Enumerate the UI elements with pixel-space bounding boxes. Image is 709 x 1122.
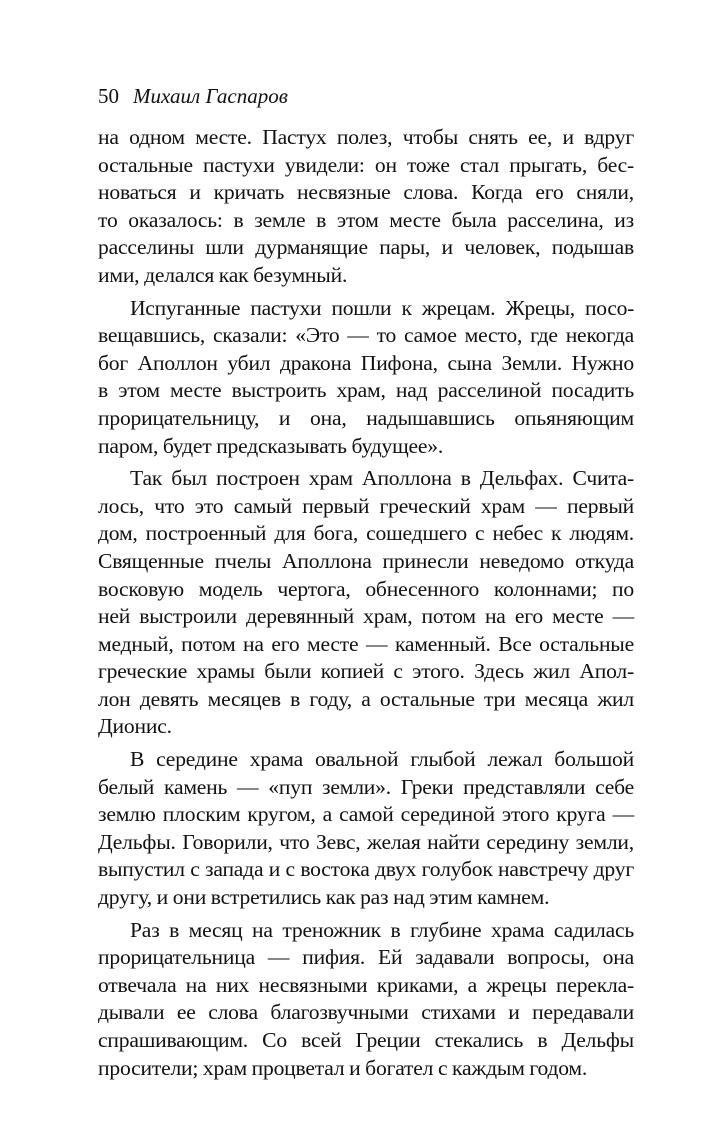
text-line: новаться и кричать несвязные слова. Когда его сняли,: [98, 180, 634, 205]
text-line: на одном месте. Пастух полез, чтобы снять ее, и вдруг: [98, 125, 634, 149]
text-line: другу, и они встретились как раз над этим камнем.: [98, 885, 550, 910]
text-line: прорицательница — пифия. Ей задавали вопросы, она: [98, 945, 634, 970]
paragraph-1: [98, 124, 634, 290]
paragraph-5: [98, 917, 634, 1083]
text-line: дывали ее слова благозвучными стихами и передавали: [98, 1000, 634, 1025]
text-line: Священные пчелы Аполлона принесли неведомо откуда: [98, 548, 634, 573]
text-line: бог Аполлон убил дракона Пифона, сына Земли. Нужно: [98, 350, 634, 375]
book-page: [98, 82, 634, 1087]
text-line: Дионис.: [98, 714, 172, 739]
paragraph-4: [98, 746, 634, 912]
body-text: [98, 124, 634, 1082]
text-line: просители; храм процветал и богател с каждым годом.: [98, 1055, 588, 1080]
text-line: ими, делался как безумный.: [98, 262, 348, 287]
text-line: лось, что это самый первый греческий храм — первый: [98, 493, 634, 518]
text-line: выпустил с запада и с востока двух голубок навстречу друг: [98, 857, 634, 882]
text-line: в этом месте выстроить храм, над расселиной посадить: [98, 378, 634, 403]
text-line: Испуганные пастухи пошли к жрецам. Жрецы, посо-: [130, 295, 634, 320]
text-line: отвечала на них несвязными криками, а жрецы перекла-: [98, 972, 634, 997]
text-line: дом, построенный для бога, сошедшего с небес к людям.: [98, 521, 634, 546]
text-line: то оказалось: в земле в этом месте была расселина, из: [98, 207, 634, 232]
running-head: [98, 82, 634, 110]
text-line: остальные пастухи увидели: он тоже стал прыгать, бес-: [98, 152, 634, 177]
text-line: Дельфы. Говорили, что Зевс, желая найти середину земли,: [98, 829, 634, 854]
text-line: восковую модель чертога, обнесенного колоннами; по: [98, 576, 634, 601]
text-line: прорицательницу, и она, надышавшись опьяняющим: [98, 405, 634, 430]
page-number: 50: [98, 84, 119, 108]
text-line: землю плоским кругом, а самой серединой этого круга —: [98, 802, 634, 827]
text-line: греческие храмы были копией с этого. Здесь жил Апол-: [98, 659, 634, 684]
text-line: ней выстроили деревянный храм, потом на его месте —: [98, 604, 634, 629]
text-line: медный, потом на его месте — каменный. Все остальные: [98, 631, 634, 656]
running-head-author: Михаил Гаспаров: [133, 84, 288, 108]
paragraph-2: [98, 295, 634, 461]
text-line: лон девять месяцев в году, а остальные три месяца жил: [98, 686, 634, 711]
text-line: белый камень — «пуп земли». Греки представляли себе: [98, 774, 634, 799]
text-line: паром, будет предсказывать будущее».: [98, 433, 444, 458]
paragraph-3: [98, 465, 634, 741]
text-line: спрашивающим. Со всей Греции стекались в Дельфы: [98, 1028, 634, 1052]
text-line: вещавшись, сказали: «Это — то самое место, где некогда: [98, 323, 634, 348]
text-line: расселины шли дурманящие пары, и человек, подышав: [98, 235, 634, 260]
text-line: Так был построен храм Аполлона в Дельфах. Считa-: [130, 466, 634, 491]
text-line: В середине храма овальной глыбой лежал большой: [130, 747, 634, 772]
text-line: Раз в месяц на треножник в глубине храма садилась: [130, 917, 634, 942]
